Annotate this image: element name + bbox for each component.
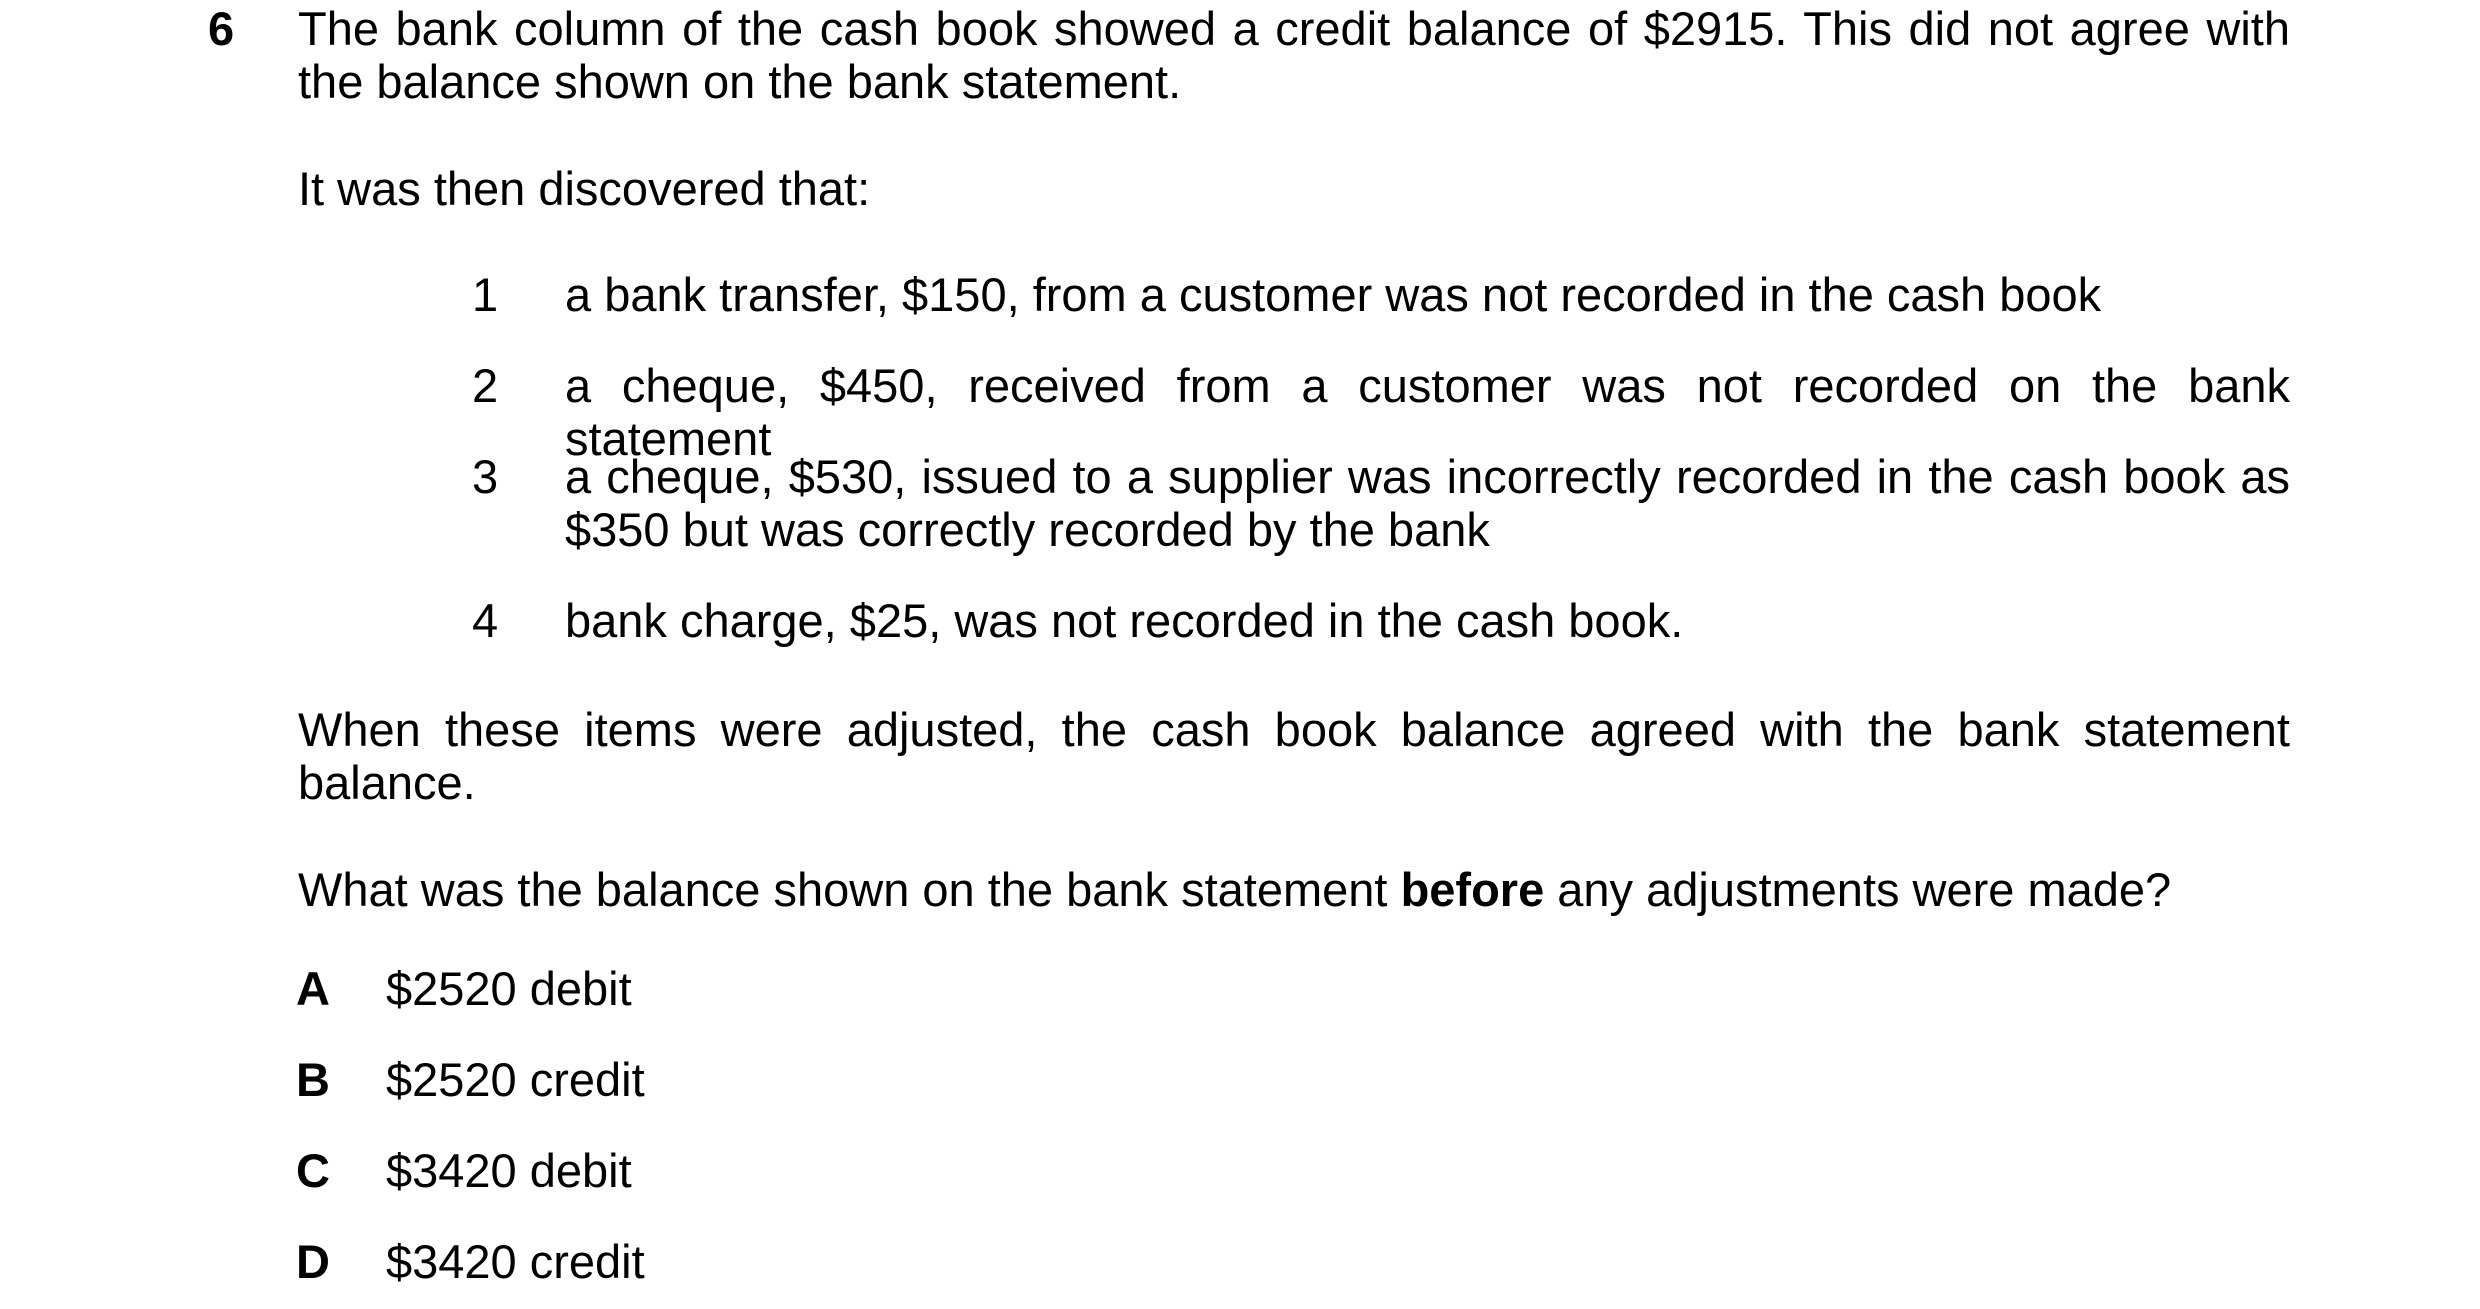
adjusted-statement: When these items were adjusted, the cash book balance agreed with the bank statement balance. (298, 703, 2290, 809)
option-b-text: $2520 credit (386, 1053, 645, 1106)
list-item: a cheque, $530, issued to a supplier was incorrectly recorded in the cash book as $350 but was correctly recorded by the bank (565, 450, 2290, 556)
list-item: a cheque, $450, received from a customer was not recorded on the bank statement (565, 359, 2290, 465)
discovered-lead: It was then discovered that: (298, 162, 871, 215)
list-item-number: 1 (472, 268, 499, 321)
prompt-text-end: any adjustments were made? (1544, 863, 2172, 916)
option-d-letter: D (296, 1235, 330, 1288)
option-c-text: $3420 debit (386, 1144, 632, 1197)
list-item-number: 3 (472, 450, 499, 503)
question-prompt (298, 863, 2290, 916)
prompt-text: What was the balance shown on the bank statement (298, 863, 1401, 916)
option-a-text: $2520 debit (386, 962, 632, 1015)
prompt-emphasis: before (1400, 863, 1545, 916)
question-number: 6 (208, 2, 235, 55)
option-c-letter: C (296, 1144, 330, 1197)
list-item-number: 2 (472, 359, 499, 412)
option-d-text: $3420 credit (386, 1235, 645, 1288)
option-b-letter: B (296, 1053, 330, 1106)
question-intro: The bank column of the cash book showed a credit balance of $2915. This did not agree with the balance shown on the bank statement. (298, 2, 2290, 108)
list-item: bank charge, $25, was not recorded in the cash book. (565, 594, 1684, 647)
list-item-number: 4 (472, 594, 499, 647)
option-a-letter: A (296, 962, 330, 1015)
list-item: a bank transfer, $150, from a customer was not recorded in the cash book (565, 268, 2102, 321)
